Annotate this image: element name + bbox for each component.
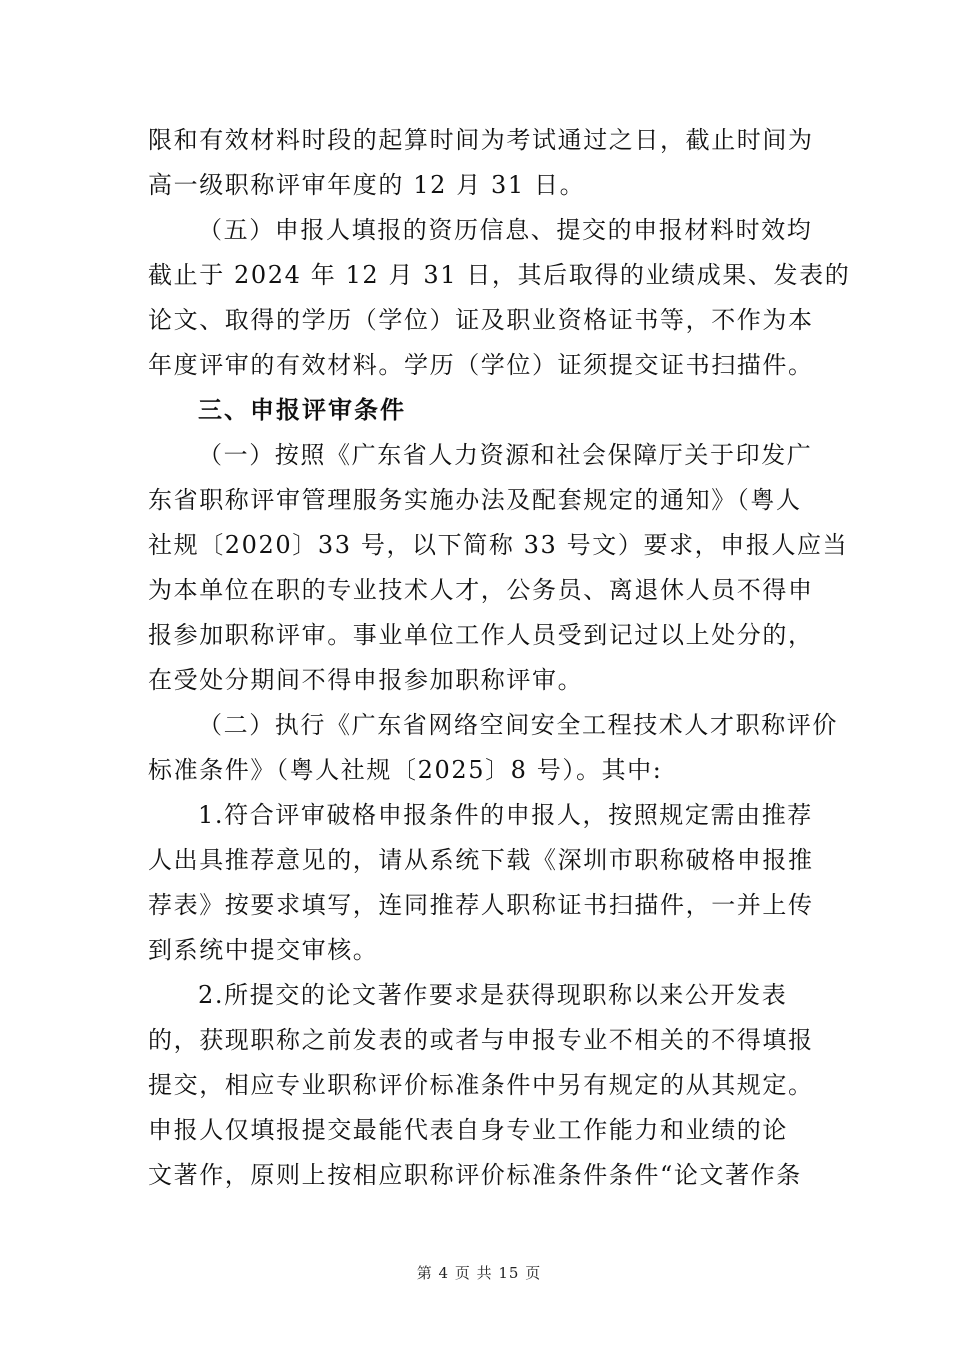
page-footer: 第 4 页 共 15 页 (416, 1264, 542, 1282)
document-body (148, 118, 851, 1198)
text-line: 标准条件》（粤人社规〔2025〕8 号）。其中: (148, 756, 663, 784)
text-line: 人出具推荐意见的，请从系统下载《深圳市职称破格申报推 (148, 846, 814, 874)
text-line: 1.符合评审破格申报条件的申报人，按照规定需由推荐 (198, 801, 813, 829)
text-line: 截止于 2024 年 12 月 31 日，其后取得的业绩成果、发表的 (148, 261, 851, 289)
text-line: 限和有效材料时段的起算时间为考试通过之日，截止时间为 (148, 126, 814, 154)
text-line: （一）按照《广东省人力资源和社会保障厅关于印发广 (198, 441, 813, 469)
text-line: 的，获现职称之前发表的或者与申报专业不相关的不得填报 (148, 1026, 814, 1054)
text-line: 在受处分期间不得申报参加职称评审。 (148, 666, 584, 694)
text-line: 社规〔2020〕33 号，以下简称 33 号文）要求，申报人应当 (148, 531, 849, 559)
text-line: 论文、取得的学历（学位）证及职业资格证书等，不作为本 (148, 306, 814, 334)
text-line: 到系统中提交审核。 (148, 936, 379, 964)
text-line: 高一级职称评审年度的 12 月 31 日。 (148, 171, 586, 199)
text-line: 报参加职称评审。事业单位工作人员受到记过以上处分的， (148, 621, 814, 649)
text-line: 为本单位在职的专业技术人才，公务员、离退休人员不得申 (148, 576, 814, 604)
text-line: 年度评审的有效材料。学历（学位）证须提交证书扫描件。 (148, 351, 814, 379)
text-line: 东省职称评审管理服务实施办法及配套规定的通知》（粤人 (148, 486, 802, 514)
text-line: 2.所提交的论文著作要求是获得现职称以来公开发表 (198, 981, 788, 1009)
text-line: 荐表》按要求填写，连同推荐人职称证书扫描件，一并上传 (148, 891, 814, 919)
text-line: 申报人仅填报提交最能代表自身专业工作能力和业绩的论 (148, 1116, 788, 1144)
text-line: （五）申报人填报的资历信息、提交的申报材料时效均 (198, 216, 813, 244)
section-heading: 三、申报评审条件 (198, 396, 406, 424)
text-line: 文著作，原则上按相应职称评价标准条件条件“论文著作条 (148, 1161, 802, 1189)
text-line: 提交，相应专业职称评价标准条件中另有规定的从其规定。 (148, 1071, 814, 1099)
text-line: （二）执行《广东省网络空间安全工程技术人才职称评价 (198, 711, 838, 739)
